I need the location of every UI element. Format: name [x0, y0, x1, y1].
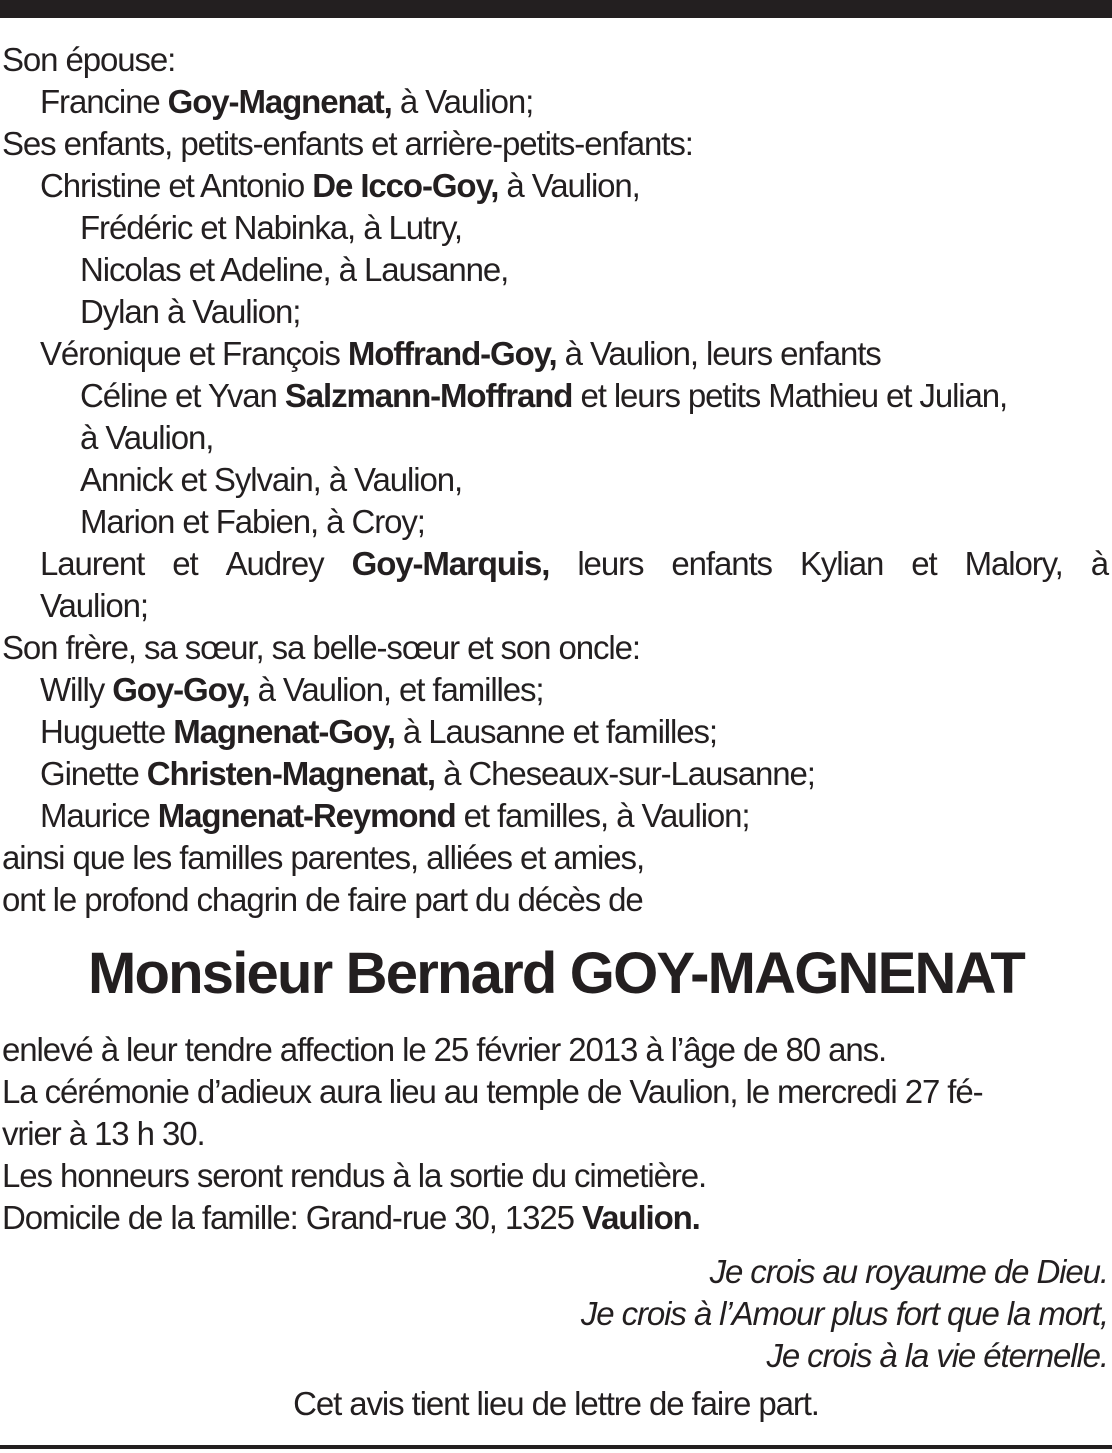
- closing-line: ainsi que les familles parentes, alliées et amies,: [2, 839, 645, 876]
- closing-line: ont le profond chagrin de faire part du décès de: [2, 881, 643, 918]
- surname: Goy-Magnenat,: [167, 83, 392, 120]
- grandchild-line: Céline et Yvan Salzmann-Moffrand et leurs petits Mathieu et Julian,: [80, 377, 1008, 414]
- verse: [408, 1251, 1108, 1377]
- bottom-rule: [0, 1445, 1112, 1449]
- verse-line: Je crois à l’Amour plus fort que la mort,: [580, 1295, 1108, 1332]
- child-line-continued: Vaulion;: [40, 587, 149, 624]
- surname: Magnenat-Reymond: [157, 797, 456, 834]
- grandchild-line: Nicolas et Adeline, à Lausanne,: [80, 251, 509, 288]
- deceased-name: Monsieur Bernard GOY-MAGNENAT: [87, 941, 1025, 1006]
- spouse-line: Francine Goy-Magnenat, à Vaulion;: [40, 83, 534, 120]
- grandchild-line: Dylan à Vaulion;: [80, 293, 301, 330]
- child-line-justified: Laurent et Audrey Goy-Marquis, leurs enfants Kylian et Malory, à: [2, 543, 1108, 585]
- verse-line: Je crois à la vie éternelle.: [766, 1337, 1108, 1374]
- details: [2, 1029, 1108, 1239]
- sibling-line: Willy Goy-Goy, à Vaulion, et familles;: [40, 671, 544, 708]
- ceremony-line-continued: vrier à 13 h 30.: [2, 1115, 205, 1152]
- notice-text: Cet avis tient lieu de lettre de faire part.: [293, 1385, 819, 1422]
- surname: Goy-Marquis,: [351, 545, 550, 582]
- sibling-line: Maurice Magnenat-Reymond et familles, à Vaulion;: [40, 797, 750, 834]
- grandchild-line-continued: à Vaulion,: [80, 419, 214, 456]
- verse-line: Je crois au royaume de Dieu.: [709, 1253, 1108, 1290]
- top-rule: [0, 0, 1112, 18]
- honours-line: Les honneurs seront rendus à la sortie du cimetière.: [2, 1157, 707, 1194]
- surname: Moffrand-Goy,: [347, 335, 557, 372]
- children-heading: Ses enfants, petits-enfants et arrière-petits-enfants:: [2, 125, 693, 162]
- child-line: Véronique et François Moffrand-Goy, à Vaulion, leurs enfants: [40, 335, 881, 372]
- domicile-line: Domicile de la famille: Grand-rue 30, 1325 Vaulion.: [2, 1199, 700, 1236]
- ceremony-line: La cérémonie d’adieux aura lieu au temple de Vaulion, le mercredi 27 fé-: [2, 1073, 983, 1110]
- grandchild-line: Annick et Sylvain, à Vaulion,: [80, 461, 463, 498]
- surname: Magnenat-Goy,: [173, 713, 395, 750]
- surname: Christen-Magnenat,: [146, 755, 436, 792]
- siblings-heading: Son frère, sa sœur, sa belle-sœur et son oncle:: [2, 629, 640, 666]
- sibling-line: Ginette Christen-Magnenat, à Cheseaux-sur-Lausanne;: [40, 755, 815, 792]
- spouse-heading: Son épouse:: [2, 41, 176, 78]
- surname: Salzmann-Moffrand: [284, 377, 573, 414]
- sibling-line: Huguette Magnenat-Goy, à Lausanne et familles;: [40, 713, 717, 750]
- surname: De Icco-Goy,: [312, 167, 499, 204]
- domicile-place: Vaulion.: [582, 1199, 700, 1236]
- surname: Goy-Goy,: [112, 671, 250, 708]
- grandchild-line: Marion et Fabien, à Croy;: [80, 503, 425, 540]
- family-list: [2, 39, 1108, 921]
- child-line: Christine et Antonio De Icco-Goy, à Vaulion,: [40, 167, 640, 204]
- passing-line: enlevé à leur tendre affection le 25 février 2013 à l’âge de 80 ans.: [2, 1031, 887, 1068]
- grandchild-line: Frédéric et Nabinka, à Lutry,: [80, 209, 463, 246]
